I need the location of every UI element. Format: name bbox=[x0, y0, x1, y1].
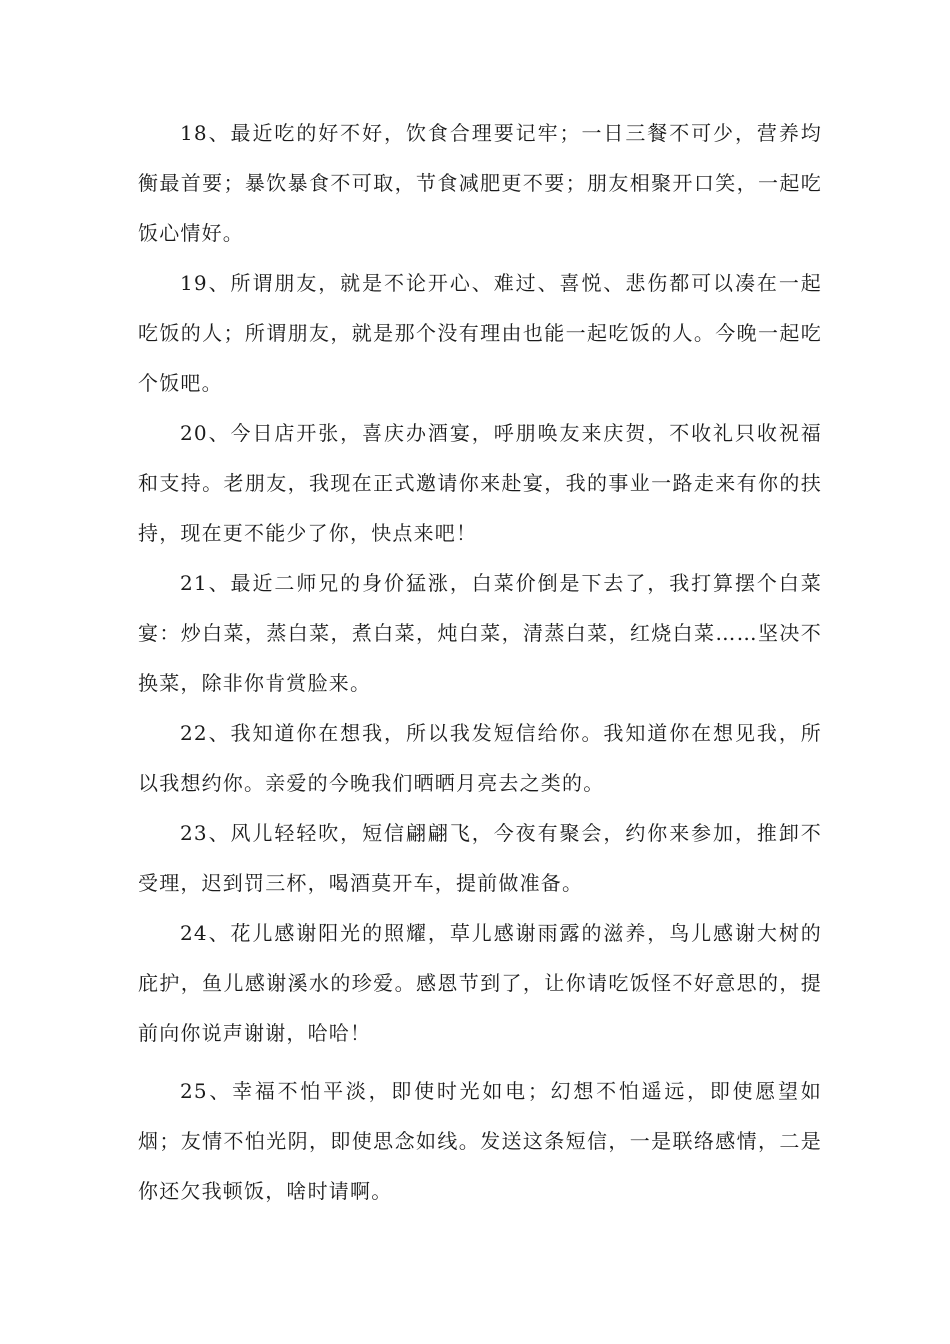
paragraph-23: 23、风儿轻轻吹，短信翩翩飞，今夜有聚会，约你来参加，推卸不受理，迟到罚三杯，喝酒莫开车，提前做准备。 bbox=[138, 821, 822, 895]
paragraph-20: 20、今日店开张，喜庆办酒宴，呼朋唤友来庆贺，不收礼只收祝福和支持。老朋友，我现在正式邀请你来赴宴，我的事业一路走来有你的扶持，现在更不能少了你，快点来吧！ bbox=[138, 421, 822, 545]
paragraph-21: 21、最近二师兄的身价猛涨，白菜价倒是下去了，我打算摆个白菜宴：炒白菜，蒸白菜，煮白菜，炖白菜，清蒸白菜，红烧白菜……坚决不换菜，除非你肯赏脸来。 bbox=[138, 571, 822, 695]
paragraph-24: 24、花儿感谢阳光的照耀，草儿感谢雨露的滋养，鸟儿感谢大树的庇护，鱼儿感谢溪水的珍爱。感恩节到了，让你请吃饭怪不好意思的，提前向你说声谢谢，哈哈！ bbox=[138, 921, 822, 1045]
paragraph-18: 18、最近吃的好不好，饮食合理要记牢；一日三餐不可少，营养均衡最首要；暴饮暴食不可取，节食减肥更不要；朋友相聚开口笑，一起吃饭心情好。 bbox=[138, 121, 822, 245]
paragraph-25: 25、幸福不怕平淡，即使时光如电；幻想不怕遥远，即使愿望如烟；友情不怕光阴，即使思念如线。发送这条短信，一是联络感情，二是你还欠我顿饭，啥时请啊。 bbox=[138, 1079, 822, 1203]
paragraph-22: 22、我知道你在想我，所以我发短信给你。我知道你在想见我，所以我想约你。亲爱的今晚我们晒晒月亮去之类的。 bbox=[138, 721, 822, 795]
document-page bbox=[138, 108, 822, 1216]
paragraph-19: 19、所谓朋友，就是不论开心、难过、喜悦、悲伤都可以凑在一起吃饭的人；所谓朋友，就是那个没有理由也能一起吃饭的人。今晚一起吃个饭吧。 bbox=[138, 271, 822, 395]
